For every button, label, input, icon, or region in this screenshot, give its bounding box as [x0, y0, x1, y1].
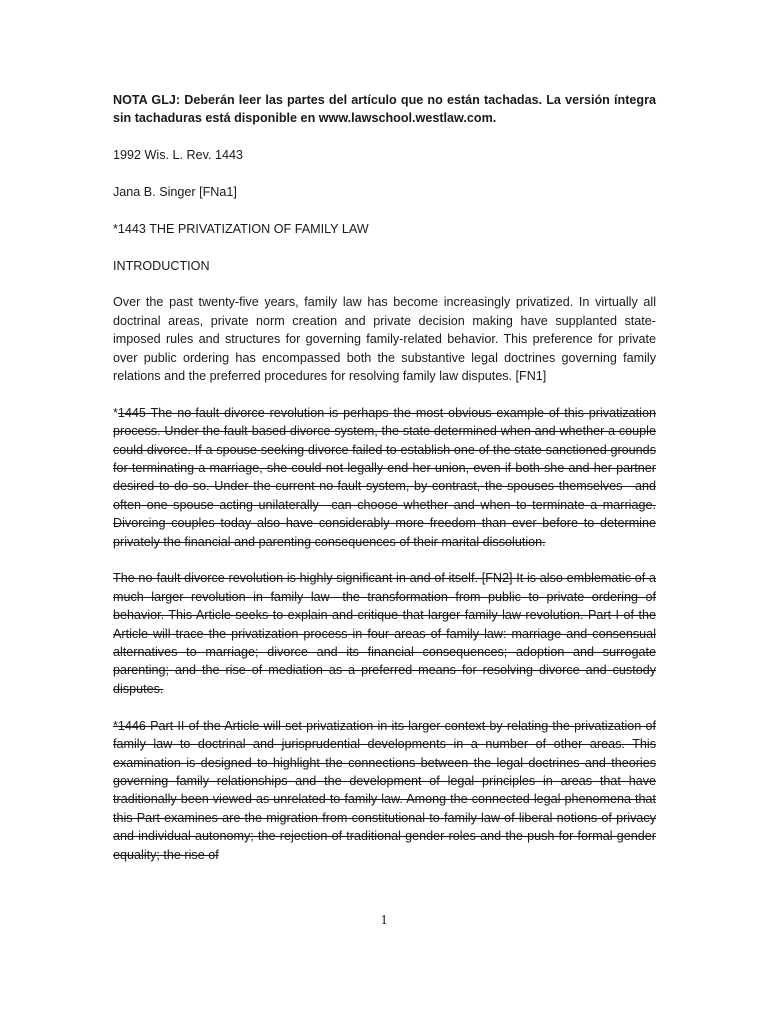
paragraph-struck-2: [113, 569, 656, 698]
section-heading: INTRODUCTION: [113, 258, 210, 273]
citation: 1992 Wis. L. Rev. 1443: [113, 148, 243, 163]
struck-text: *1446 Part II of the Article will set privatization in its larger context by relating the privatization of family law to doctrinal and jurisprudential developments in a number of other areas. This examination is designed to highlight the connections between the legal doctrines and theories governing family relationships and the development of legal principles in areas that have traditionally been viewed as unrelated to family law. Among the connected legal phenomena that this Part examines are the migration from constitutional to family law of liberal notions of privacy and individual autonomy; the rejection of traditional gender roles and the push for formal gender equality; the rise of: [113, 718, 656, 862]
document-body: [113, 91, 656, 864]
star-marker: *: [113, 405, 118, 420]
author-line: Jana B. Singer [FNa1]: [113, 185, 237, 199]
paragraph-intro: Over the past twenty-five years, family law has become increasingly privatized. In virtually all doctrinal areas, private norm creation and private decision making have supplanted state-imposed rules and structures for governing family-related behavior. This preference for private over public ordering has encompassed both the substantive legal doctrines governing family relations and the preferred procedures for resolving family law disputes. [FN1]: [113, 295, 656, 384]
article-title: *1443 THE PRIVATIZATION OF FAMILY LAW: [113, 221, 369, 236]
editor-note: NOTA GLJ: Deberán leer las partes del artículo que no están tachadas. La versión íntegra sin tachaduras está disponible en www.lawschool.westlaw.com.: [113, 93, 656, 126]
paragraph-struck-3: [113, 717, 656, 862]
struck-text: The no-fault divorce revolution is highly significant in and of itself. [FN2] It is also emblematic of a much larger revolution in family law—the transformation from public to private ordering of behavior. This Article seeks to explain and critique that larger family law revolution. Part I of the Article will trace the privatization process in four areas of family law: marriage and consensual alternatives to marriage; divorce and its financial consequences; adoption and surrogate parenting; and the rise of mediation as a preferred means for resolving divorce and custody disputes.: [113, 571, 656, 696]
struck-text: 1445 The no-fault divorce revolution is perhaps the most obvious example of this privatization process. Under the fault-based divorce system, the state determined when and whether a couple could divorce. If a spouse seeking divorce failed to establish one of the state-sanctioned grounds for terminating a marriage, she could not legally end her union, even if both she and her partner desired to do so. Under the current no-fault system, by contrast, the spouses themselves—and often one spouse acting unilaterally—can choose whether and when to terminate a marriage. Divorcing couples today also have considerably more freedom than ever before to determine privately the financial and parenting consequences of their marital dissolution.: [113, 405, 656, 549]
page-number: 1: [380, 913, 388, 928]
paragraph-struck-1: [113, 404, 656, 551]
